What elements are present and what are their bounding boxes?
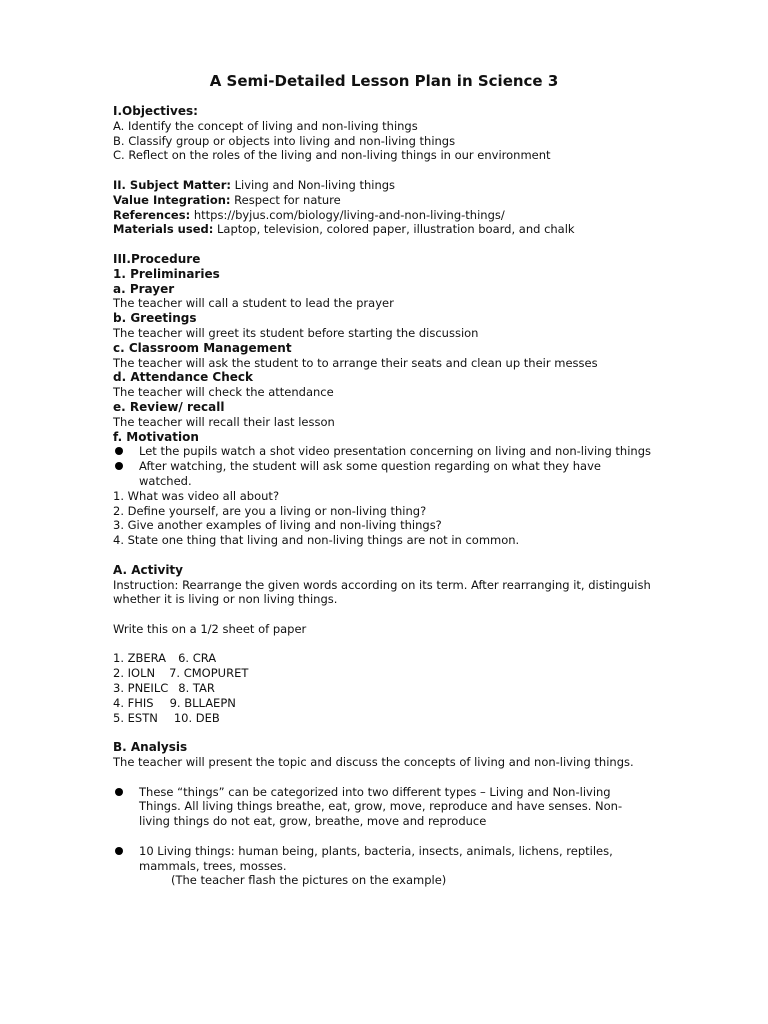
activity-heading: A. Activity [113,562,183,577]
activity-write-note: Write this on a 1/2 sheet of paper [113,621,307,636]
value-integration-label: Value Integration: [113,192,231,207]
bullet-dot-icon [115,447,123,455]
bullet-dot-icon [115,788,123,796]
word-row: 1. ZBERA 6. CRA [113,651,217,666]
word-row: 5. ESTN 10. DEB [113,710,220,725]
objective-item: A. Identify the concept of living and non-living things [113,118,418,133]
prayer-text: The teacher will call a student to lead the prayer [113,296,394,311]
attendance-text: The teacher will check the attendance [113,385,334,400]
word-row: 4. FHIS 9. BLLAEPN [113,695,236,710]
value-integration-value: Respect for nature [230,192,341,207]
analysis-heading: B. Analysis [113,740,188,755]
subject-matter-label: II. Subject Matter: [113,177,231,192]
review-heading: e. Review/ recall [113,399,225,414]
subject-matter-line [113,178,653,193]
objective-item: B. Classify group or objects into living and non-living things [113,133,456,148]
document-body [113,104,653,888]
question-item: 2. Define yourself, are you a living or non-living thing? [113,503,427,518]
references-line [113,208,653,223]
objectives-heading: I.Objectives: [113,104,198,118]
classroom-heading: c. Classroom Management [113,340,292,355]
procedure-heading: III.Procedure [113,251,201,266]
activity-instruction: Instruction: Rearrange the given words according on its term. After rearranging it, distinguish whether it is living or non living things. [113,577,651,607]
materials-line [113,222,653,237]
question-item: 3. Give another examples of living and non-living things? [113,518,442,533]
analysis-bullet: These “things” can be categorized into two different types – Living and Non-living Things. All living things breathe, eat, grow, move, reproduce and have senses. Non-living things do not eat, grow, breathe, move and reproduce [113,785,653,829]
question-item: 4. State one thing that living and non-living things are not in common. [113,533,520,548]
classroom-text: The teacher will ask the student to to arrange their seats and clean up their messes [113,355,598,370]
preliminaries-heading: 1. Preliminaries [113,266,220,281]
references-label: References: [113,207,191,222]
attendance-heading: d. Attendance Check [113,370,254,385]
question-item: 1. What was video all about? [113,488,280,503]
analysis-note: (The teacher flash the pictures on the example) [171,873,447,888]
motivation-bullet: Let the pupils watch a shot video presentation concerning on living and non-living things [113,444,653,459]
references-value: https://byjus.com/biology/living-and-non-living-things/ [190,207,505,222]
greetings-text: The teacher will greet its student before starting the discussion [113,325,479,340]
word-row: 3. PNEILC 8. TAR [113,681,215,696]
bullet-dot-icon [115,847,123,855]
document-title: A Semi-Detailed Lesson Plan in Science 3 [209,72,559,90]
word-row: 2. IOLN 7. CMOPURET [113,666,249,681]
value-integration-line [113,193,653,208]
motivation-bullet: After watching, the student will ask some question regarding on what they have watched. [113,459,653,489]
bullet-dot-icon [115,462,123,470]
analysis-intro: The teacher will present the topic and discuss the concepts of living and non-living things. [113,755,634,770]
prayer-heading: a. Prayer [113,281,175,296]
materials-value: Laptop, television, colored paper, illustration board, and chalk [213,222,575,237]
greetings-heading: b. Greetings [113,311,197,326]
objective-item: C. Reflect on the roles of the living and non-living things in our environment [113,148,551,163]
motivation-heading: f. Motivation [113,429,199,444]
subject-matter-value: Living and Non-living things [230,177,396,192]
materials-label: Materials used: [113,222,214,237]
review-text: The teacher will recall their last lesson [113,414,335,429]
analysis-bullet: 10 Living things: human being, plants, bacteria, insects, animals, lichens, reptiles, mammals, trees, mosses. [113,844,653,874]
